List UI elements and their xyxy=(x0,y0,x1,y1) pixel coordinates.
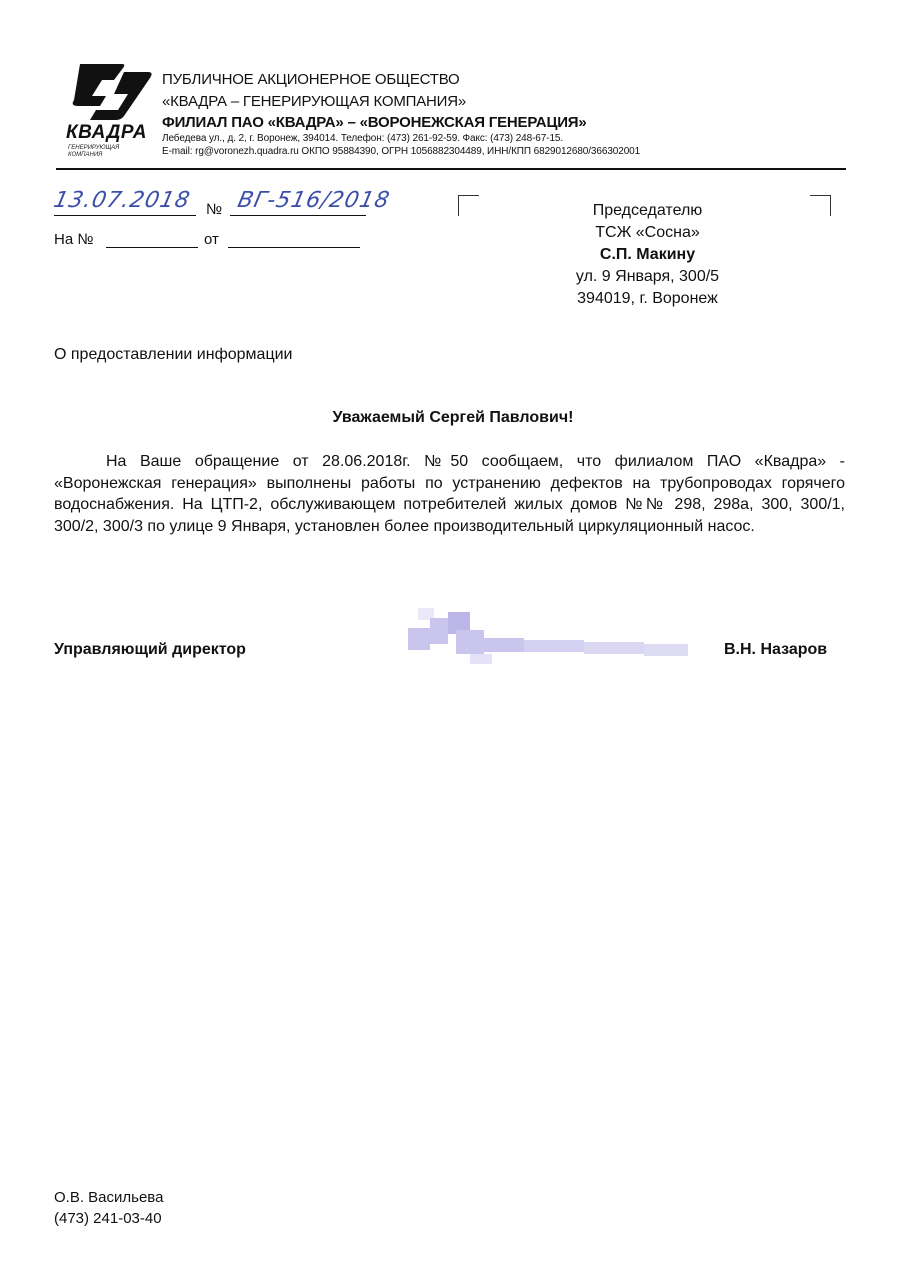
org-name-line1: ПУБЛИЧНОЕ АКЦИОНЕРНОЕ ОБЩЕСТВО xyxy=(162,71,460,88)
executor-block xyxy=(54,1187,163,1229)
addressee-corner-left xyxy=(458,195,479,216)
number-label: № xyxy=(206,201,223,218)
logo-subtitle: ГЕНЕРИРУЮЩАЯ КОМПАНИЯ xyxy=(68,145,120,158)
executor-name: О.В. Васильева xyxy=(54,1189,164,1206)
signer-name: В.Н. Назаров xyxy=(724,641,828,658)
org-name-line2: «КВАДРА – ГЕНЕРИРУЮЩАЯ КОМПАНИЯ» xyxy=(162,93,467,110)
number-underline xyxy=(230,215,366,216)
addressee-city: 394019, г. Воронеж xyxy=(577,290,718,307)
outgoing-date: 13.07.2018 xyxy=(51,188,193,213)
reference-from-label: от xyxy=(204,231,219,248)
addressee-organization: ТСЖ «Сосна» xyxy=(595,224,700,241)
letterhead-divider xyxy=(56,168,846,170)
addressee-position: Председателю xyxy=(592,202,703,219)
reference-date-line xyxy=(228,247,360,248)
logo-wordmark: КВАДРА xyxy=(66,122,148,143)
letter-greeting: Уважаемый Сергей Павлович! xyxy=(332,409,574,426)
outgoing-number: ВГ-516/2018 xyxy=(235,188,393,213)
addressee-name: С.П. Макину xyxy=(599,246,696,263)
letter-subject: О предоставлении информации xyxy=(54,346,293,363)
reference-number-line xyxy=(106,247,198,248)
addressee-block xyxy=(560,200,735,310)
signature-blur-icon xyxy=(400,600,695,670)
org-branch-name: ФИЛИАЛ ПАО «КВАДРА» – «ВОРОНЕЖСКАЯ ГЕНЕРАЦИЯ» xyxy=(162,114,587,131)
reference-label: На № xyxy=(54,231,94,248)
date-underline xyxy=(54,215,196,216)
letter-body: На Ваше обращение от 28.06.2018г. №50 сообщаем, что филиалом ПАО «Квадра» - «Воронежская генерация» выполнены работы по устранению дефектов на трубопроводах горячего водоснабжения. На ЦТП-2, обслуживающем потребителей жилых домов №№ 298, 298а, 300, 300/1, 300/2, 300/3 по улице 9 Января, установлен более производительный циркуляционный насос. xyxy=(54,453,845,535)
addressee-corner-right xyxy=(810,195,831,216)
org-address: Лебедева ул., д. 2, г. Воронеж, 394014. Телефон: (473) 261-92-59. Факс: (473) 248-67-15. xyxy=(162,133,564,144)
org-contacts: E-mail: rg@voronezh.quadra.ru ОКПО 95884390, ОГРН 1056882304489, ИНН/КПП 6829012680/366302001 xyxy=(162,146,641,157)
addressee-street: ул. 9 Января, 300/5 xyxy=(575,268,720,285)
signer-position: Управляющий директор xyxy=(54,641,246,658)
executor-phone: (473) 241-03-40 xyxy=(54,1210,162,1227)
